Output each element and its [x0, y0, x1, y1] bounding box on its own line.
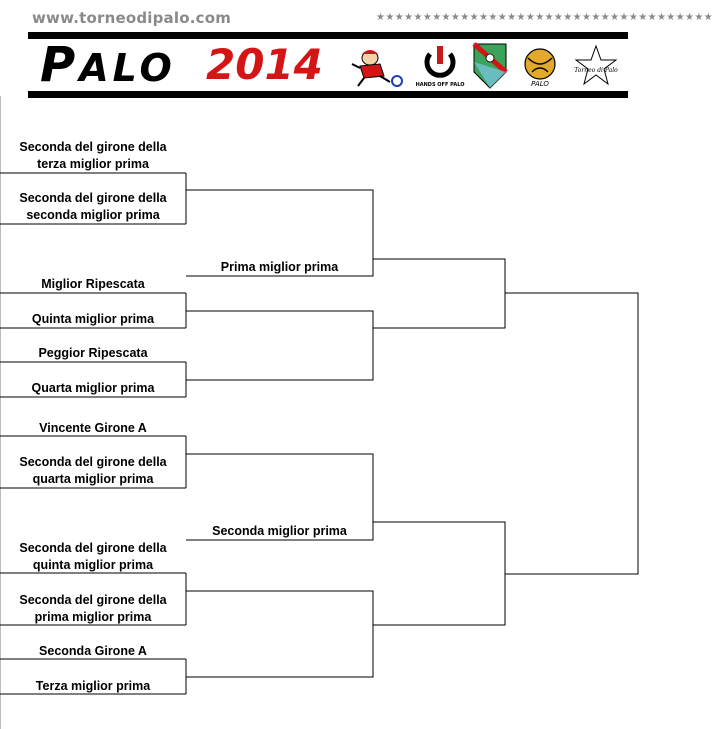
m4-slot2-label: Seconda del girone della quarta miglior prima	[19, 455, 167, 486]
m4-slot1-label: Vincente Girone A	[39, 421, 147, 435]
svg-text:HANDS OFF PALO: HANDS OFF PALO	[415, 82, 465, 88]
bye-label-1: Prima miglior prima	[220, 260, 339, 274]
m2-slot1-label: Miglior Ripescata	[41, 277, 145, 291]
m5-slot2-label: Seconda del girone della prima miglior prima	[19, 593, 167, 624]
m1-slot2-label: Seconda del girone della seconda miglior prima	[19, 191, 167, 222]
bye-label-2: Seconda miglior prima	[212, 524, 347, 538]
palo-wordmark-text: PALO	[40, 37, 176, 93]
m6-slot1-label: Seconda Girone A	[39, 644, 147, 658]
tournament-year: 2014	[206, 40, 323, 89]
m2-slot2-label: Quinta miglior prima	[31, 312, 155, 326]
m3-slot2-label: Quarta miglior prima	[31, 381, 155, 395]
m5-slot1-label: Seconda del girone della quinta miglior prima	[19, 541, 167, 572]
star-row-decoration: ★★★★★★★★★★★★★★★★★★★★★★★★★★★★★★★★★★★★	[376, 12, 713, 23]
svg-text:Torneo di Palo: Torneo di Palo	[574, 67, 618, 74]
site-url[interactable]: www.torneodipalo.com	[32, 9, 232, 27]
m3-slot1-label: Peggior Ripescata	[38, 346, 148, 360]
svg-text:PALO: PALO	[531, 80, 549, 88]
m6-slot2-label: Terza miglior prima	[35, 679, 151, 693]
m1-slot1-label: Seconda del girone della terza miglior prima	[19, 140, 167, 171]
